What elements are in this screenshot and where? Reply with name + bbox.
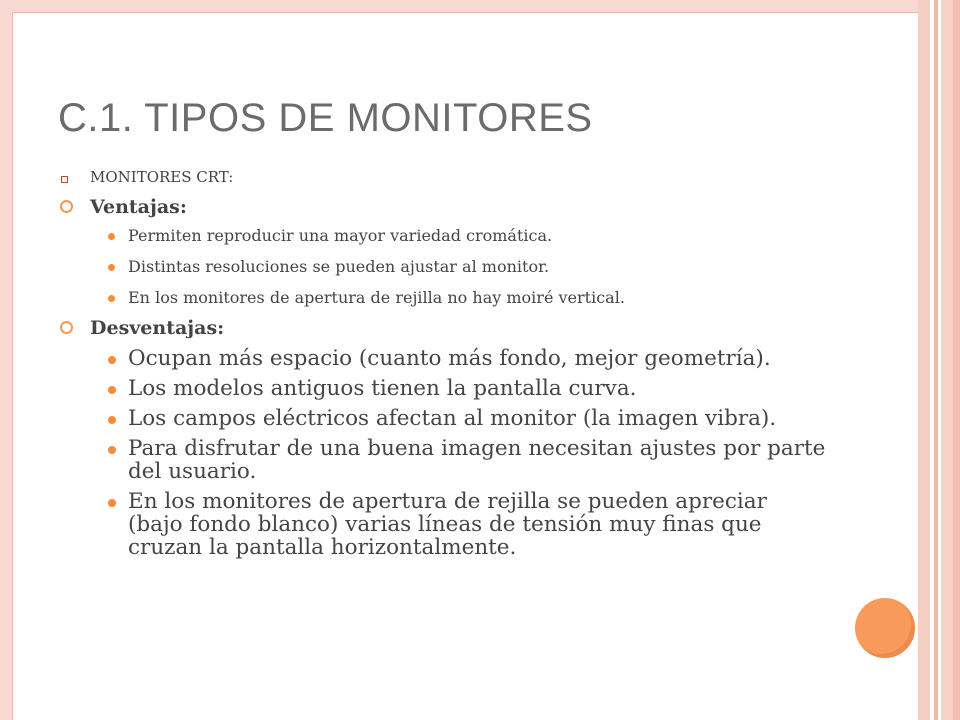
frame-inner-line-vertical — [12, 12, 13, 720]
list-item — [60, 347, 828, 370]
section-label-text: MONITORES CRT: — [90, 168, 234, 186]
list-item-text: Los modelos antiguos tienen la pantalla curva. — [128, 376, 637, 401]
frame-top-border — [12, 0, 922, 12]
ring-bullet-icon — [60, 321, 73, 334]
list-item-text: Ocupan más espacio (cuanto más fondo, mejor geometría). — [128, 346, 771, 371]
ventajas-heading — [60, 196, 860, 218]
dot-bullet-icon — [108, 264, 115, 271]
dot-bullet-icon — [108, 295, 115, 302]
desventajas-heading-text: Desventajas: — [90, 317, 225, 339]
list-item — [60, 437, 828, 483]
ring-bullet-icon — [60, 200, 73, 213]
list-item-text: En los monitores de apertura de rejilla se pueden apreciar (bajo fondo blanco) varias líneas de tensión muy finas que cruzan la pantalla horizontalmente. — [128, 489, 767, 560]
list-item-text: Permiten reproducir una mayor variedad cromática. — [128, 226, 553, 245]
slide-content — [60, 168, 860, 566]
decorative-circle-icon — [855, 598, 915, 658]
desventajas-heading — [60, 317, 860, 339]
dot-bullet-icon — [108, 416, 116, 424]
section-label — [60, 168, 860, 186]
square-bullet-icon — [61, 176, 68, 183]
list-item — [60, 288, 860, 307]
dot-bullet-icon — [108, 499, 116, 507]
frame-inner-line-horizontal — [12, 12, 922, 13]
dot-bullet-icon — [108, 446, 116, 454]
list-item — [60, 490, 828, 559]
list-item — [60, 226, 860, 245]
dot-bullet-icon — [108, 356, 116, 364]
list-item-text: Los campos eléctricos afectan al monitor (la imagen vibra). — [128, 406, 777, 431]
right-stripe — [941, 0, 953, 720]
list-item-text: En los monitores de apertura de rejilla no hay moiré vertical. — [128, 288, 625, 307]
frame-left-border — [0, 0, 12, 720]
right-stripe — [918, 0, 930, 720]
list-item — [60, 407, 828, 430]
dot-bullet-icon — [108, 233, 115, 240]
list-item — [60, 257, 860, 276]
right-stripe — [953, 0, 960, 720]
list-item-text: Distintas resoluciones se pueden ajustar al monitor. — [128, 257, 550, 276]
slide-title: C.1. TIPOS DE MONITORES — [58, 96, 593, 140]
list-item-text: Para disfrutar de una buena imagen necesitan ajustes por parte del usuario. — [128, 436, 826, 484]
dot-bullet-icon — [108, 386, 116, 394]
ventajas-heading-text: Ventajas: — [90, 196, 187, 218]
list-item — [60, 377, 828, 400]
